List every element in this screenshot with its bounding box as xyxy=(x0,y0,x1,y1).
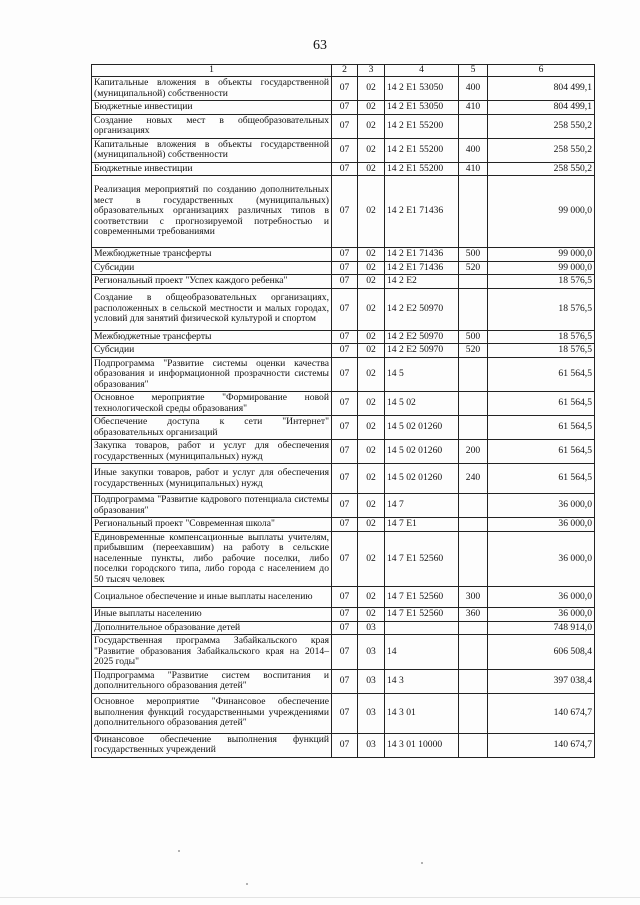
amount-cell: 258 550,2 xyxy=(488,114,595,138)
target-article-cell: 14 7 E1 52560 xyxy=(385,587,459,608)
target-article-cell: 14 5 xyxy=(385,357,459,392)
section-cell: 07 xyxy=(332,248,358,262)
row-name-cell: Финансовое обеспечение выполнения функций государственных учреждений xyxy=(92,733,332,757)
section-cell: 07 xyxy=(332,344,358,358)
section-cell: 07 xyxy=(332,608,358,622)
amount-cell: 18 576,5 xyxy=(488,344,595,358)
subsection-cell: 02 xyxy=(358,330,385,344)
subsection-cell: 02 xyxy=(358,288,385,330)
section-cell: 07 xyxy=(332,77,358,101)
section-cell: 07 xyxy=(332,138,358,162)
expense-type-cell: 400 xyxy=(459,77,488,101)
subsection-cell: 02 xyxy=(358,440,385,464)
section-cell: 07 xyxy=(332,669,358,693)
target-article-cell: 14 2 E1 71436 xyxy=(385,248,459,262)
table-row xyxy=(92,288,595,330)
row-name-cell: Региональный проект "Успех каждого ребенка" xyxy=(92,275,332,289)
section-cell: 07 xyxy=(332,416,358,440)
expense-type-cell xyxy=(459,635,488,670)
amount-cell: 36 000,0 xyxy=(488,494,595,518)
subsection-cell: 02 xyxy=(358,176,385,248)
table-row xyxy=(92,669,595,693)
scan-speck xyxy=(246,883,248,885)
subsection-cell: 02 xyxy=(358,248,385,262)
scan-speck xyxy=(178,850,180,852)
expense-type-cell xyxy=(459,518,488,532)
target-article-cell: 14 2 E2 50970 xyxy=(385,330,459,344)
subsection-cell: 03 xyxy=(358,621,385,635)
expense-type-cell: 200 xyxy=(459,440,488,464)
table-row xyxy=(92,464,595,494)
table-row xyxy=(92,248,595,262)
amount-cell: 61 564,5 xyxy=(488,440,595,464)
target-article-cell: 14 2 E2 50970 xyxy=(385,288,459,330)
amount-cell: 61 564,5 xyxy=(488,464,595,494)
amount-cell: 36 000,0 xyxy=(488,587,595,608)
table-row xyxy=(92,416,595,440)
section-cell: 07 xyxy=(332,518,358,532)
header-col-5: 5 xyxy=(459,65,488,77)
header-col-6: 6 xyxy=(488,65,595,77)
row-name-cell: Капитальные вложения в объекты государственной (муниципальной) собственности xyxy=(92,77,332,101)
target-article-cell xyxy=(385,621,459,635)
amount-cell: 258 550,2 xyxy=(488,162,595,176)
row-name-cell: Создание в общеобразовательных организациях, расположенных в сельской местности и малых городах, условий для занятий физической культурой и спортом xyxy=(92,288,332,330)
subsection-cell: 02 xyxy=(358,464,385,494)
scan-speck xyxy=(421,862,423,864)
expense-type-cell xyxy=(459,176,488,248)
row-name-cell: Подпрограмма "Развитие системы оценки качества образования и информационной прозрачности системы образования" xyxy=(92,357,332,392)
expense-type-cell xyxy=(459,275,488,289)
section-cell: 07 xyxy=(332,621,358,635)
header-col-4: 4 xyxy=(385,65,459,77)
target-article-cell: 14 7 xyxy=(385,494,459,518)
amount-cell: 61 564,5 xyxy=(488,416,595,440)
expense-type-cell xyxy=(459,416,488,440)
table-row xyxy=(92,114,595,138)
table-row xyxy=(92,138,595,162)
table-row xyxy=(92,494,595,518)
subsection-cell: 02 xyxy=(358,114,385,138)
amount-cell: 18 576,5 xyxy=(488,275,595,289)
section-cell: 07 xyxy=(332,330,358,344)
target-article-cell: 14 2 E2 xyxy=(385,275,459,289)
amount-cell: 804 499,1 xyxy=(488,77,595,101)
target-article-cell: 14 2 E1 55200 xyxy=(385,138,459,162)
amount-cell: 397 038,4 xyxy=(488,669,595,693)
table-row xyxy=(92,531,595,587)
target-article-cell: 14 5 02 01260 xyxy=(385,416,459,440)
target-article-cell: 14 7 E1 xyxy=(385,518,459,532)
expense-type-cell: 300 xyxy=(459,587,488,608)
expense-type-cell xyxy=(459,357,488,392)
target-article-cell: 14 2 E1 71436 xyxy=(385,176,459,248)
expense-type-cell xyxy=(459,114,488,138)
expense-type-cell xyxy=(459,494,488,518)
table-body xyxy=(92,77,595,758)
row-name-cell: Межбюджетные трансферты xyxy=(92,248,332,262)
target-article-cell: 14 7 E1 52560 xyxy=(385,608,459,622)
table-row xyxy=(92,162,595,176)
amount-cell: 99 000,0 xyxy=(488,176,595,248)
row-name-cell: Основное мероприятие "Финансовое обеспечение выполнения функций государственными учреждениями дополнительного образования детей" xyxy=(92,693,332,733)
row-name-cell: Бюджетные инвестиции xyxy=(92,162,332,176)
section-cell: 07 xyxy=(332,162,358,176)
subsection-cell: 02 xyxy=(358,494,385,518)
table-row xyxy=(92,275,595,289)
target-article-cell: 14 2 E1 55200 xyxy=(385,114,459,138)
subsection-cell: 02 xyxy=(358,162,385,176)
table-row xyxy=(92,344,595,358)
header-col-1: 1 xyxy=(92,65,332,77)
row-name-cell: Реализация мероприятий по созданию дополнительных мест в государственных (муниципальных) образовательных организациях различных типов в соответствии с прогнозируемой потребностью и современными требованиями xyxy=(92,176,332,248)
table-row xyxy=(92,440,595,464)
table-header-row xyxy=(92,65,595,77)
expense-type-cell xyxy=(459,531,488,587)
section-cell: 07 xyxy=(332,587,358,608)
subsection-cell: 02 xyxy=(358,344,385,358)
table-row xyxy=(92,330,595,344)
table-row xyxy=(92,261,595,275)
expense-type-cell xyxy=(459,621,488,635)
target-article-cell: 14 2 E1 71436 xyxy=(385,261,459,275)
subsection-cell: 02 xyxy=(358,275,385,289)
subsection-cell: 02 xyxy=(358,518,385,532)
section-cell: 07 xyxy=(332,531,358,587)
subsection-cell: 02 xyxy=(358,357,385,392)
amount-cell: 36 000,0 xyxy=(488,608,595,622)
budget-table xyxy=(91,64,595,758)
row-name-cell: Межбюджетные трансферты xyxy=(92,330,332,344)
row-name-cell: Закупка товаров, работ и услуг для обеспечения государственных (муниципальных) нужд xyxy=(92,440,332,464)
expense-type-cell: 240 xyxy=(459,464,488,494)
amount-cell: 18 576,5 xyxy=(488,288,595,330)
subsection-cell: 02 xyxy=(358,608,385,622)
row-name-cell: Дополнительное образование детей xyxy=(92,621,332,635)
section-cell: 07 xyxy=(332,288,358,330)
subsection-cell: 02 xyxy=(358,587,385,608)
table-row xyxy=(92,587,595,608)
expense-type-cell: 410 xyxy=(459,101,488,115)
expense-type-cell xyxy=(459,669,488,693)
section-cell: 07 xyxy=(332,464,358,494)
expense-type-cell: 500 xyxy=(459,330,488,344)
section-cell: 07 xyxy=(332,114,358,138)
row-name-cell: Субсидии xyxy=(92,261,332,275)
expense-type-cell xyxy=(459,392,488,416)
section-cell: 07 xyxy=(332,635,358,670)
amount-cell: 606 508,4 xyxy=(488,635,595,670)
row-name-cell: Социальное обеспечение и иные выплаты населению xyxy=(92,587,332,608)
section-cell: 07 xyxy=(332,392,358,416)
amount-cell: 140 674,7 xyxy=(488,733,595,757)
subsection-cell: 02 xyxy=(358,261,385,275)
row-name-cell: Государственная программа Забайкальского края "Развитие образования Забайкальского края на 2014–2025 годы" xyxy=(92,635,332,670)
amount-cell: 36 000,0 xyxy=(488,518,595,532)
section-cell: 07 xyxy=(332,494,358,518)
header-col-3: 3 xyxy=(358,65,385,77)
amount-cell: 804 499,1 xyxy=(488,101,595,115)
target-article-cell: 14 3 01 10000 xyxy=(385,733,459,757)
section-cell: 07 xyxy=(332,101,358,115)
expense-type-cell: 360 xyxy=(459,608,488,622)
subsection-cell: 02 xyxy=(358,531,385,587)
row-name-cell: Бюджетные инвестиции xyxy=(92,101,332,115)
subsection-cell: 02 xyxy=(358,138,385,162)
row-name-cell: Единовременные компенсационные выплаты учителям, прибывшим (переехавшим) на работу в сельские населенные пункты, либо рабочие поселки, либо поселки городского типа, либо города с населением до 50 тысяч человек xyxy=(92,531,332,587)
subsection-cell: 02 xyxy=(358,416,385,440)
expense-type-cell: 520 xyxy=(459,344,488,358)
row-name-cell: Обеспечение доступа к сети "Интернет" образовательных организаций xyxy=(92,416,332,440)
row-name-cell: Основное мероприятие "Формирование новой технологической среды образования" xyxy=(92,392,332,416)
target-article-cell: 14 xyxy=(385,635,459,670)
table-row xyxy=(92,635,595,670)
expense-type-cell xyxy=(459,733,488,757)
section-cell: 07 xyxy=(332,275,358,289)
target-article-cell: 14 3 xyxy=(385,669,459,693)
expense-type-cell xyxy=(459,693,488,733)
amount-cell: 61 564,5 xyxy=(488,357,595,392)
expense-type-cell xyxy=(459,288,488,330)
row-name-cell: Региональный проект "Современная школа" xyxy=(92,518,332,532)
expense-type-cell: 410 xyxy=(459,162,488,176)
subsection-cell: 02 xyxy=(358,77,385,101)
subsection-cell: 03 xyxy=(358,693,385,733)
subsection-cell: 03 xyxy=(358,635,385,670)
target-article-cell: 14 2 E1 53050 xyxy=(385,77,459,101)
amount-cell: 99 000,0 xyxy=(488,261,595,275)
row-name-cell: Иные выплаты населению xyxy=(92,608,332,622)
row-name-cell: Капитальные вложения в объекты государственной (муниципальной) собственности xyxy=(92,138,332,162)
row-name-cell: Подпрограмма "Развитие систем воспитания и дополнительного образования детей" xyxy=(92,669,332,693)
target-article-cell: 14 7 E1 52560 xyxy=(385,531,459,587)
subsection-cell: 02 xyxy=(358,392,385,416)
target-article-cell: 14 2 E2 50970 xyxy=(385,344,459,358)
table-row xyxy=(92,101,595,115)
subsection-cell: 03 xyxy=(358,669,385,693)
amount-cell: 99 000,0 xyxy=(488,248,595,262)
table-row xyxy=(92,621,595,635)
table-row xyxy=(92,77,595,101)
section-cell: 07 xyxy=(332,693,358,733)
section-cell: 07 xyxy=(332,733,358,757)
target-article-cell: 14 5 02 xyxy=(385,392,459,416)
amount-cell: 18 576,5 xyxy=(488,330,595,344)
expense-type-cell: 520 xyxy=(459,261,488,275)
amount-cell: 748 914,0 xyxy=(488,621,595,635)
header-col-2: 2 xyxy=(332,65,358,77)
row-name-cell: Подпрограмма "Развитие кадрового потенциала системы образования" xyxy=(92,494,332,518)
target-article-cell: 14 5 02 01260 xyxy=(385,440,459,464)
row-name-cell: Создание новых мест в общеобразовательных организациях xyxy=(92,114,332,138)
table-row xyxy=(92,357,595,392)
target-article-cell: 14 3 01 xyxy=(385,693,459,733)
row-name-cell: Иные закупки товаров, работ и услуг для обеспечения государственных (муниципальных) нужд xyxy=(92,464,332,494)
target-article-cell: 14 2 E1 55200 xyxy=(385,162,459,176)
table-row xyxy=(92,518,595,532)
amount-cell: 258 550,2 xyxy=(488,138,595,162)
table-row xyxy=(92,733,595,757)
table-row xyxy=(92,693,595,733)
expense-type-cell: 400 xyxy=(459,138,488,162)
section-cell: 07 xyxy=(332,357,358,392)
scan-border-line xyxy=(0,897,640,898)
amount-cell: 36 000,0 xyxy=(488,531,595,587)
section-cell: 07 xyxy=(332,261,358,275)
page-number: 63 xyxy=(313,38,327,53)
table-row xyxy=(92,608,595,622)
target-article-cell: 14 2 E1 53050 xyxy=(385,101,459,115)
table-row xyxy=(92,392,595,416)
row-name-cell: Субсидии xyxy=(92,344,332,358)
amount-cell: 140 674,7 xyxy=(488,693,595,733)
section-cell: 07 xyxy=(332,440,358,464)
subsection-cell: 02 xyxy=(358,101,385,115)
amount-cell: 61 564,5 xyxy=(488,392,595,416)
subsection-cell: 03 xyxy=(358,733,385,757)
section-cell: 07 xyxy=(332,176,358,248)
target-article-cell: 14 5 02 01260 xyxy=(385,464,459,494)
expense-type-cell: 500 xyxy=(459,248,488,262)
table-row xyxy=(92,176,595,248)
